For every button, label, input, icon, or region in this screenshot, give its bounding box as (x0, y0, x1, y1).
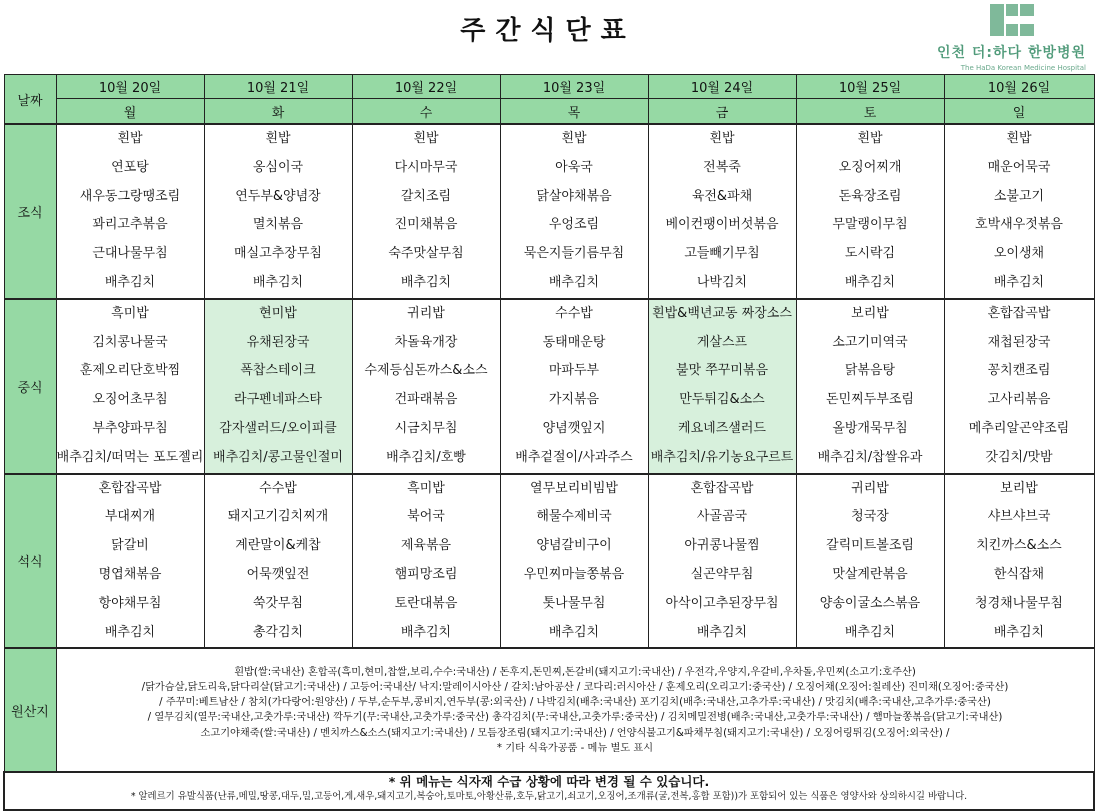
breakfast-menu-item: 다시마무국 (394, 159, 458, 175)
allergy-notice: * 알레르기 유발식품(난류,메밀,땅콩,대두,밀,고등어,게,새우,돼지고기,복숭아,토마토,아황산류,호두,닭고기,쇠고기,오징어,조개류(굴,전복,홍합 포함))가 포함되어 있는 식품은 영양사와 상의하시길 바랍니다. (130, 791, 968, 803)
breakfast-menu-item: 도시락김 (844, 246, 896, 262)
dinner-menu-item: 총각김치 (252, 624, 304, 640)
dinner-menu-cell (500, 474, 648, 649)
lunch-menu-item: 혼합잡곡밥 (987, 305, 1051, 321)
breakfast-menu-item: 전복죽 (703, 159, 741, 175)
lunch-menu-item: 배추김치/찹쌀유과 (817, 449, 923, 465)
lunch-menu-item: 라구펜네파스타 (234, 392, 322, 408)
dinner-menu-item: 혼합잡곡밥 (98, 480, 162, 496)
page-title: 주간식단표 (460, 16, 636, 46)
dinner-menu-item: 맛살계란볶음 (832, 566, 908, 582)
breakfast-menu-item: 연두부&양념장 (235, 188, 321, 204)
lunch-menu-cell (500, 299, 648, 474)
lunch-menu-item: 메추리알곤약조림 (968, 420, 1070, 436)
lunch-menu-item: 수수밥 (555, 305, 593, 321)
dinner-menu-item: 배추김치 (844, 624, 896, 640)
breakfast-menu-item: 흰밥 (413, 131, 439, 146)
breakfast-menu-item: 흰밥 (117, 131, 143, 146)
lunch-menu-item: 만두튀김&소스 (679, 392, 765, 408)
breakfast-menu-item: 오이생채 (993, 246, 1045, 262)
breakfast-menu-cell (796, 124, 944, 299)
dinner-menu-item: 귀리밥 (851, 480, 889, 496)
lunch-menu-item: 배추김치/유기농요구르트 (650, 449, 794, 465)
lunch-menu-item: 배추김치/떠먹는 포도젤리 (56, 449, 204, 465)
origin-line: / 주꾸미:베트남산 / 참치(가다랑어:원양산) / 두부,순두부,콩비지,연두부(콩:외국산) / 나박김치(배추:국내산) 포기김치(배추:국내산,고추가루:국내산) / 맛김치(배추:국내산,고추가루:중국산) (159, 697, 991, 709)
lunch-menu-item: 재첩된장국 (987, 334, 1051, 350)
lunch-menu-item: 올방개묵무침 (832, 420, 908, 436)
lunch-menu-item: 가지볶음 (548, 392, 600, 408)
dinner-menu-item: 배추김치 (400, 624, 452, 640)
breakfast-menu-cell (500, 124, 648, 299)
day-date: 10월 22일 (352, 75, 500, 99)
dinner-menu-item: 닭갈비 (111, 538, 149, 554)
origin-line: 소고기야채죽(쌀:국내산) / 멘치까스&소스(돼지고기:국내산) / 모듬장조림(돼지고기:국내산) / 언양식불고기&파채무침(돼지고기:국내산) / 오징어링튀김(오징어:외국산) / (200, 727, 950, 739)
lunch-menu-item: 닭볶음탕 (844, 363, 896, 379)
lunch-menu-cell (352, 299, 500, 474)
dinner-menu-item: 양념갈비구이 (536, 538, 612, 554)
lunch-menu-item: 돈민찌두부조림 (826, 392, 914, 408)
lunch-menu-item: 배추김치/콩고물인절미 (213, 449, 343, 465)
lunch-menu-item: 보리밥 (851, 305, 889, 321)
breakfast-menu-item: 배추김치 (993, 274, 1045, 290)
lunch-menu-item: 김치콩나물국 (92, 334, 168, 350)
lunch-menu-item: 차돌육개장 (394, 334, 458, 350)
day-date: 10월 25일 (796, 75, 944, 99)
day-date: 10월 24일 (648, 75, 796, 99)
breakfast-menu-cell (352, 124, 500, 299)
lunch-menu-item: 흰밥&백년교동 짜장소스 (652, 305, 792, 321)
breakfast-menu-cell (648, 124, 796, 299)
lunch-menu-item: 갓김치/맛밤 (985, 449, 1053, 465)
lunch-menu-item: 폭찹스테이크 (240, 363, 316, 379)
lunch-menu-cell (648, 299, 796, 474)
dinner-menu-item: 흑미밥 (407, 480, 445, 496)
lunch-menu-item: 고사리볶음 (987, 392, 1051, 408)
day-weekday: 수 (352, 99, 500, 125)
dinner-menu-item: 양송이굴소스볶음 (819, 595, 921, 611)
dinner-menu-item: 혼합잡곡밥 (690, 480, 754, 496)
hospital-name: 인천 더:하다 한방병원 (936, 45, 1086, 61)
dinner-label: 석식 (4, 474, 56, 649)
origin-line: / 열무김치(열무:국내산,고춧가루:국내산) 깍두기(무:국내산,고춧가루:중국산) 총각김치(무:국내산,고춧가루:중국산) / 김치메밀전병(배추:국내산,고춧가루:국내산) / 햄마늘쫑볶음(닭고기:국내산) (147, 712, 1003, 724)
dinner-menu-item: 어묵깻잎전 (246, 566, 310, 582)
day-weekday: 일 (944, 99, 1094, 125)
breakfast-menu-item: 갈치조림 (400, 188, 452, 204)
dinner-menu-item: 쑥갓무침 (252, 595, 304, 611)
dinner-menu-item: 부대찌개 (104, 509, 156, 525)
origin-line: * 기타 식육가공품 - 메뉴 별도 표시 (496, 742, 654, 754)
lunch-menu-item: 소고기미역국 (832, 334, 908, 350)
dinner-menu-item: 아귀콩나물찜 (684, 538, 760, 554)
dinner-menu-item: 배추김치 (548, 624, 600, 640)
dinner-menu-item: 항야채무침 (98, 595, 162, 611)
breakfast-menu-item: 베이컨팽이버섯볶음 (665, 217, 779, 233)
day-date: 10월 23일 (500, 75, 648, 99)
breakfast-menu-item: 무말랭이무침 (832, 217, 908, 233)
dinner-menu-item: 배추김치 (696, 624, 748, 640)
breakfast-menu-item: 고들빼기무침 (684, 246, 760, 262)
lunch-menu-item: 시금치무침 (394, 420, 458, 436)
lunch-menu-item: 현미밥 (259, 305, 297, 321)
day-weekday: 금 (648, 99, 796, 125)
dinner-menu-item: 갈릭미트볼조림 (826, 538, 914, 554)
dinner-menu-item: 배추김치 (104, 624, 156, 640)
breakfast-menu-item: 진미채볶음 (394, 217, 458, 233)
lunch-menu-item: 흑미밥 (111, 305, 149, 321)
dinner-menu-item: 제육볶음 (400, 538, 452, 554)
breakfast-menu-item: 배추김치 (252, 274, 304, 290)
breakfast-menu-item: 새우동그랑땡조림 (79, 188, 181, 204)
lunch-menu-item: 동태매운탕 (542, 334, 606, 350)
dinner-menu-item: 아삭이고추된장무침 (665, 595, 779, 611)
breakfast-menu-cell (204, 124, 352, 299)
dinner-menu-item: 한식잡채 (993, 566, 1045, 582)
breakfast-menu-item: 근대나물무침 (92, 246, 168, 262)
dinner-menu-item: 실곤약무침 (690, 566, 754, 582)
lunch-menu-item: 마파두부 (548, 363, 600, 379)
breakfast-menu-item: 우엉조림 (548, 217, 600, 233)
breakfast-menu-item: 아욱국 (555, 159, 593, 175)
breakfast-menu-item: 흰밥 (265, 131, 291, 146)
lunch-menu-item: 양념깻잎지 (542, 420, 606, 436)
lunch-label: 중식 (4, 299, 56, 474)
lunch-menu-item: 감자샐러드/오이피클 (219, 420, 337, 436)
dinner-menu-item: 수수밥 (259, 480, 297, 496)
dinner-menu-cell (796, 474, 944, 649)
lunch-menu-item: 수제등심돈까스&소스 (364, 363, 488, 379)
breakfast-menu-item: 매실고추장무침 (234, 246, 322, 262)
day-weekday: 목 (500, 99, 648, 125)
dinner-menu-cell (56, 474, 204, 649)
breakfast-menu-item: 나박김치 (696, 274, 748, 290)
dinner-menu-item: 명엽채볶음 (98, 566, 162, 582)
breakfast-label: 조식 (4, 124, 56, 299)
breakfast-menu-item: 오징어찌개 (838, 159, 902, 175)
lunch-menu-item: 유채된장국 (246, 334, 310, 350)
lunch-menu-item: 건파래볶음 (394, 392, 458, 408)
weekly-menu-table (3, 74, 1095, 811)
dinner-menu-item: 돼지고기김치찌개 (227, 509, 329, 525)
date-label: 날짜 (4, 75, 56, 125)
dinner-menu-cell (352, 474, 500, 649)
origin-label: 원산지 (4, 648, 56, 772)
breakfast-menu-item: 돈육장조림 (838, 188, 902, 204)
breakfast-menu-item: 멸치볶음 (252, 217, 304, 233)
breakfast-menu-cell (56, 124, 204, 299)
lunch-menu-item: 불맛 쭈꾸미볶음 (675, 363, 769, 379)
hospital-logo (928, 2, 1088, 72)
dinner-menu-item: 계란말이&케찹 (235, 538, 321, 554)
dinner-menu-item: 청경채나물무침 (975, 595, 1063, 611)
dinner-menu-item: 우민찌마늘쫑볶음 (523, 566, 625, 582)
notice-main: * 위 메뉴는 식자재 수급 상황에 따라 변경 될 수 있습니다. (388, 774, 710, 790)
hospital-logo-icon (990, 4, 1034, 36)
lunch-menu-item: 게살스프 (696, 334, 748, 350)
origin-info (56, 648, 1094, 772)
breakfast-menu-item: 흰밥 (709, 131, 735, 146)
breakfast-menu-item: 배추김치 (844, 274, 896, 290)
day-weekday: 토 (796, 99, 944, 125)
lunch-menu-cell (944, 299, 1094, 474)
breakfast-menu-item: 매운어묵국 (987, 159, 1051, 175)
breakfast-menu-item: 소불고기 (993, 188, 1045, 204)
lunch-menu-item: 훈제오리단호박찜 (79, 363, 181, 379)
dinner-menu-cell (944, 474, 1094, 649)
dinner-menu-item: 샤브샤브국 (987, 509, 1051, 525)
lunch-menu-item: 오징어초무침 (92, 392, 168, 408)
origin-line: /닭가슴살,닭도리육,닭다리살(닭고기:국내산) / 고등어:국내산/ 낙지:말레이시아산 / 갈치:남아공산 / 코다리:러시아산 / 훈제오리(오리고기:중국산) / 오징어채(오징어:칠레산) 진미채(오징어:중국산) (141, 681, 1009, 693)
lunch-menu-item: 꽁치캔조림 (987, 363, 1051, 379)
dinner-menu-item: 토란대볶음 (394, 595, 458, 611)
breakfast-menu-item: 숙주맛살무침 (388, 246, 464, 262)
dinner-menu-item: 보리밥 (1000, 480, 1038, 496)
dinner-menu-cell (204, 474, 352, 649)
day-weekday: 월 (56, 99, 204, 125)
breakfast-menu-item: 흰밥 (857, 131, 883, 146)
breakfast-menu-item: 옹심이국 (252, 159, 304, 175)
breakfast-menu-item: 배추김치 (104, 274, 156, 290)
lunch-menu-cell (796, 299, 944, 474)
lunch-menu-item: 부추양파무침 (92, 420, 168, 436)
day-date: 10월 26일 (944, 75, 1094, 99)
breakfast-menu-item: 묵은지들기름무침 (523, 246, 625, 262)
dinner-menu-item: 배추김치 (993, 624, 1045, 640)
lunch-menu-item: 귀리밥 (407, 305, 445, 321)
notice-box (4, 772, 1094, 810)
lunch-menu-cell (204, 299, 352, 474)
dinner-menu-item: 청국장 (851, 509, 889, 525)
dinner-menu-item: 열무보리비빔밥 (530, 480, 618, 496)
breakfast-menu-item: 흰밥 (1006, 131, 1032, 146)
dinner-menu-cell (648, 474, 796, 649)
origin-line: 흰밥(쌀:국내산) 혼합곡(흑미,현미,찹쌀,보리,수수:국내산) / 돈후지,돈민찌,돈갈비(돼지고기:국내산) / 우전각,우양지,우갈비,우차돌,우민찌(소고기:호주산) (234, 666, 916, 678)
breakfast-menu-item: 배추김치 (548, 274, 600, 290)
day-date: 10월 20일 (56, 75, 204, 99)
breakfast-menu-item: 흰밥 (561, 131, 587, 146)
dinner-menu-item: 북어국 (407, 509, 445, 525)
breakfast-menu-item: 연포탕 (111, 159, 149, 175)
lunch-menu-item: 배추겉절이/사과주스 (515, 449, 633, 465)
hospital-subtitle: The HaDa Korean Medicine Hospital (960, 64, 1086, 72)
lunch-menu-item: 케요네즈샐러드 (678, 420, 766, 436)
breakfast-menu-item: 닭살야채볶음 (536, 188, 612, 204)
lunch-menu-item: 배추김치/호빵 (386, 449, 466, 465)
breakfast-menu-item: 배추김치 (400, 274, 452, 290)
breakfast-menu-cell (944, 124, 1094, 299)
breakfast-menu-item: 꽈리고추볶음 (92, 217, 168, 233)
day-weekday: 화 (204, 99, 352, 125)
dinner-menu-item: 톳나물무침 (542, 595, 606, 611)
day-date: 10월 21일 (204, 75, 352, 99)
breakfast-menu-item: 호박새우젓볶음 (975, 217, 1063, 233)
dinner-menu-item: 햄피망조림 (394, 566, 458, 582)
dinner-menu-item: 사골곰국 (696, 509, 748, 525)
dinner-menu-item: 해물수제비국 (536, 509, 612, 525)
breakfast-menu-item: 육전&파채 (691, 188, 753, 204)
lunch-menu-cell (56, 299, 204, 474)
dinner-menu-item: 치킨까스&소스 (976, 538, 1062, 554)
